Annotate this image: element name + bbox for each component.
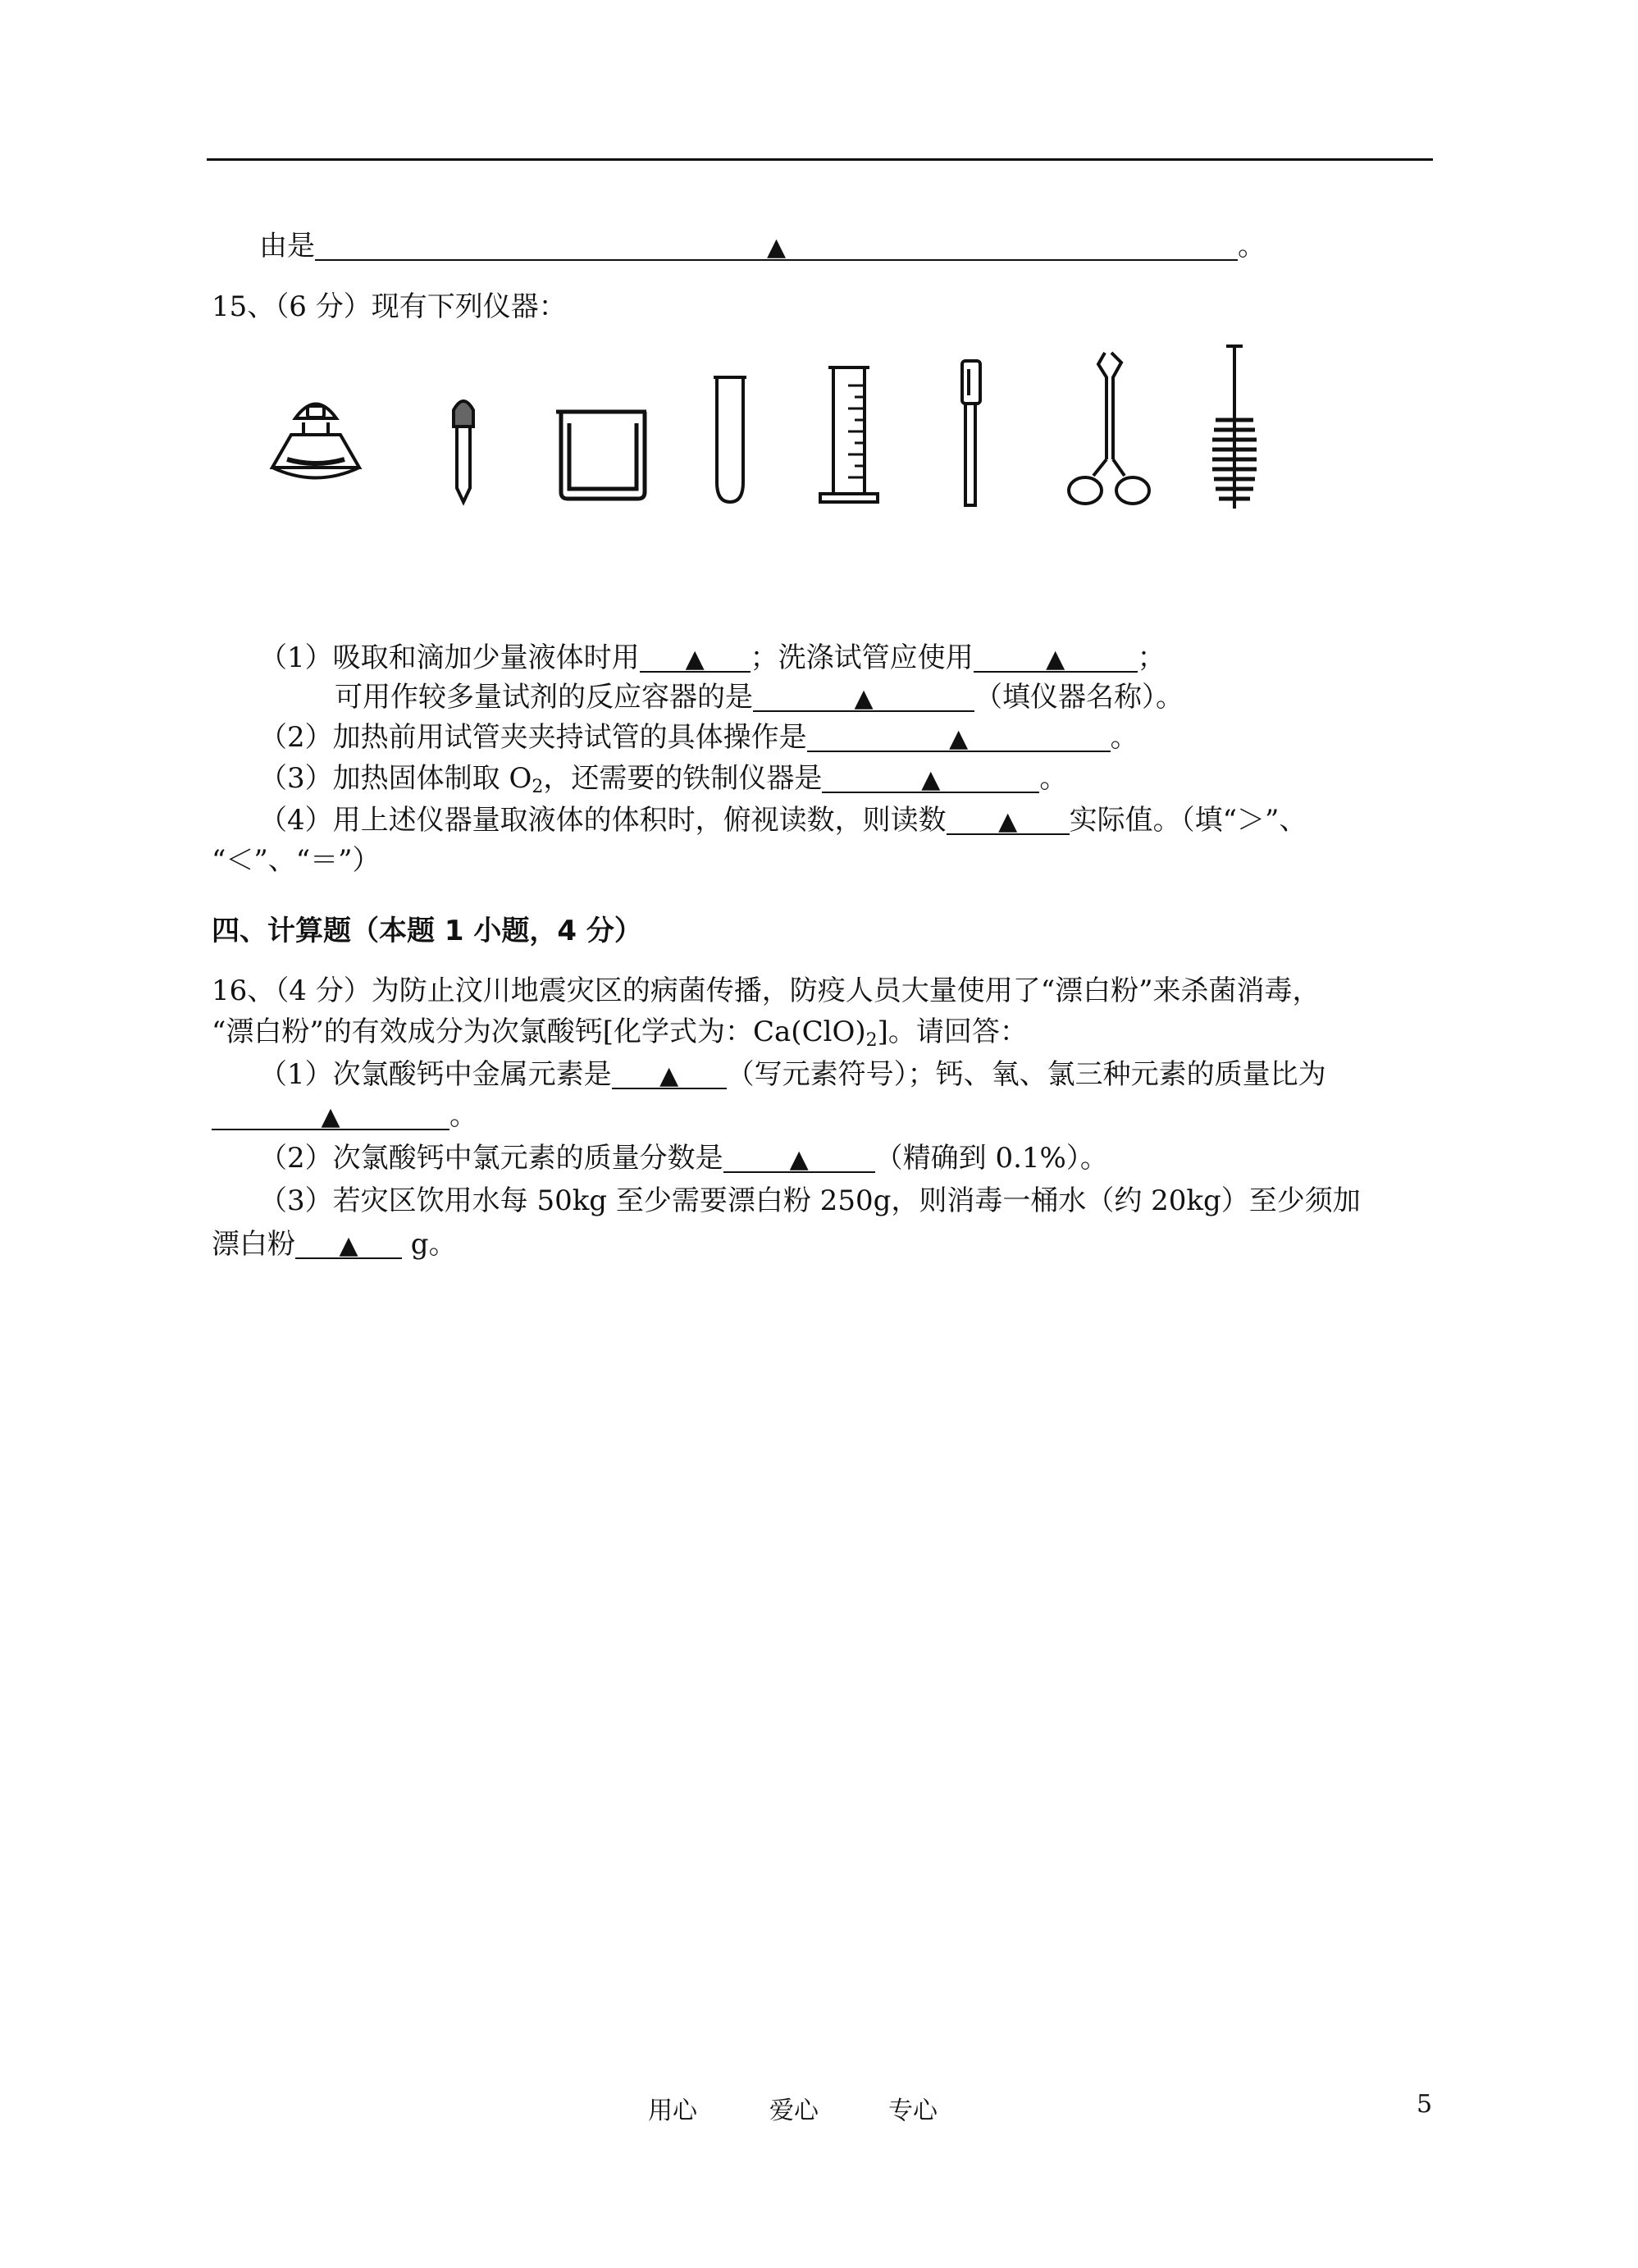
test-tube-brush-icon <box>1198 345 1271 525</box>
graduated-cylinder-icon <box>812 345 886 525</box>
q16-part1-cont: ▲ 。 <box>212 1097 477 1134</box>
test-tube-icon <box>705 345 755 525</box>
beaker-icon <box>550 345 656 525</box>
q14-tail-line: 由是 ▲ 。 <box>259 230 1266 262</box>
crucible-tongs-icon <box>1062 345 1152 525</box>
q16-line1: 16、（4 分）为防止汶川地震灾区的病菌传播，防疫人员大量使用了“漂白粉”来杀菌消毒， <box>212 974 1321 1007</box>
q15-part4-cont: “＜”、“＝”） <box>212 844 381 877</box>
q16-part3-cont: 漂白粉 ▲ g。 <box>212 1228 457 1261</box>
answer-blank[interactable]: ▲ <box>295 1226 402 1259</box>
q15-title: 15、（6 分）现有下列仪器： <box>212 290 567 323</box>
answer-blank[interactable]: ▲ <box>212 1097 449 1130</box>
alcohol-lamp-icon <box>262 345 369 525</box>
footer-motto-2: 爱心 <box>769 2097 819 2125</box>
answer-blank[interactable]: ▲ <box>974 640 1138 673</box>
section-heading: 四、计算题（本题 1 小题，4 分） <box>212 915 642 947</box>
dropper-icon <box>443 345 484 525</box>
answer-blank[interactable]: ▲ <box>807 719 1111 752</box>
q15-part1a: （1）吸取和滴加少量液体时用 ▲ ；洗涤试管应使用 ▲ ； <box>259 641 1166 674</box>
q16-part1: （1）次氯酸钙中金属元素是 ▲ （写元素符号）；钙、氧、氯三种元素的质量比为 <box>259 1058 1326 1091</box>
header-rule <box>207 158 1433 161</box>
q15-part3: （3）加热固体制取 $O_2$，还需要的铁制仪器是 ▲ 。 <box>259 762 1068 797</box>
footer-motto-3: 专心 <box>888 2097 938 2125</box>
q16-part3: （3）若灾区饮用水每 50kg 至少需要漂白粉 250g，则消毒一桶水（约 20kg）至少须加 <box>259 1184 1361 1217</box>
answer-blank[interactable]: ▲ <box>947 802 1070 835</box>
test-tube-holder-icon <box>947 345 997 525</box>
page-number: 5 <box>1417 2090 1433 2119</box>
q15-part2: （2）加热前用试管夹夹持试管的具体操作是 ▲ 。 <box>259 721 1138 754</box>
apparatus-row <box>254 345 1288 525</box>
answer-blank[interactable]: ▲ <box>723 1140 875 1173</box>
answer-blank[interactable]: ▲ <box>822 760 1039 793</box>
answer-blank[interactable]: ▲ <box>612 1056 727 1089</box>
answer-blank[interactable]: ▲ <box>640 640 751 673</box>
answer-blank[interactable]: ▲ <box>315 228 1238 261</box>
footer-motto-1: 用心 <box>648 2097 697 2125</box>
q16-part2: （2）次氯酸钙中氯元素的质量分数是 ▲ （精确到 0.1%）。 <box>259 1142 1108 1175</box>
q15-part1b: 可用作较多量试剂的反应容器的是 ▲ （填仪器名称）。 <box>335 681 1184 714</box>
q15-part4: （4）用上述仪器量取液体的体积时，俯视读数，则读数 ▲ 实际值。（填“＞”、 <box>259 804 1307 837</box>
answer-blank[interactable]: ▲ <box>753 679 974 712</box>
q16-line2: “漂白粉”的有效成分为次氯酸钙[化学式为：$Ca(ClO)_2$]。请回答： <box>212 1015 1028 1051</box>
